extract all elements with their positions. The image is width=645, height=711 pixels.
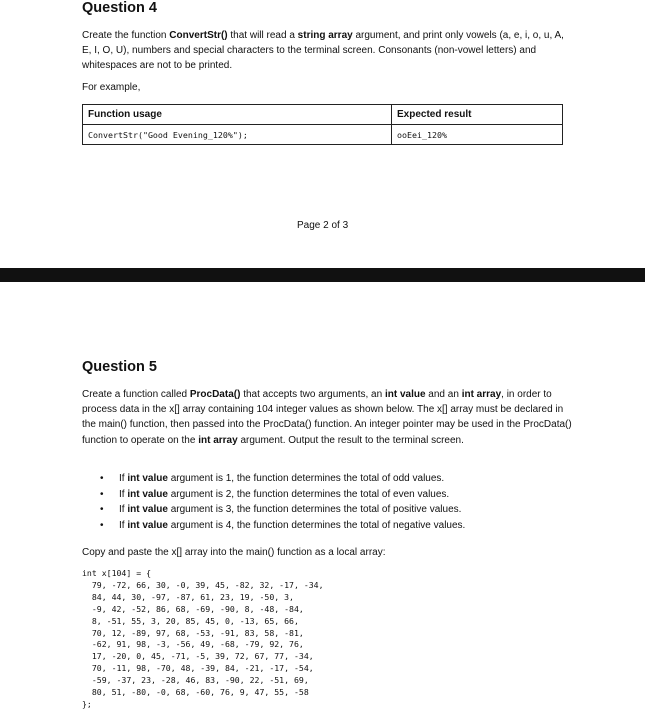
text-run: argument, and print only vowels (a, e, i, o, u, A, E, I, O, U), numbers and special characters to the terminal screen. Consonants (non-vowel letters) and whitespaces are not to be printed.	[82, 30, 564, 72]
text-run: If	[119, 519, 128, 531]
text-run: If	[119, 473, 128, 484]
text-run: , in order to process data in the x[] array containing 104 integer values as shown below. The x[] array must be declared in the main() function, then passed into the ProcData() function. An integer pointer may be used in the ProcData() function to operate on the	[82, 389, 572, 446]
text-run: If	[119, 488, 128, 500]
bullet-icon: •	[100, 504, 104, 516]
text-run: that will read a	[227, 30, 298, 41]
text-run: argument is 3, the function determines the total of positive values.	[167, 504, 462, 516]
code-line: -9, 42, -52, 86, 68, -69, -90, 8, -48, -84,	[82, 603, 304, 614]
keyword-int-value: int value	[384, 389, 426, 400]
code-line: -59, -37, 23, -28, 46, 83, -90, 22, -51, 69,	[82, 675, 309, 686]
code-line: 17, -20, 0, 45, -71, -5, 39, 72, 67, 77, -34,	[82, 651, 314, 662]
example-label: For example,	[82, 82, 141, 93]
document-page-2	[0, 0, 645, 268]
page-number: Page 2 of 3	[297, 220, 349, 231]
table-header-row	[83, 105, 563, 125]
question-5-description	[82, 387, 572, 448]
text-run: and an	[425, 389, 462, 400]
keyword-string-array: string array	[297, 30, 353, 41]
code-line: 8, -51, 55, 3, 20, 85, 45, 0, -13, 65, 66,	[82, 615, 299, 626]
question-4-title: Question 4	[82, 0, 157, 16]
example-table	[82, 104, 563, 145]
text-run: argument is 2, the function determines the total of even values.	[167, 488, 450, 500]
header-function-usage: Function usage	[83, 105, 392, 125]
bullet-list	[100, 471, 465, 533]
text-run: argument is 4, the function determines the total of negative values.	[167, 519, 466, 531]
header-expected-result: Expected result	[392, 105, 563, 125]
keyword-int-value: int value	[127, 519, 168, 531]
text-run: argument is 1, the function determines the total of odd values.	[167, 473, 445, 484]
keyword-int-array: int array	[461, 389, 502, 400]
table-row	[83, 125, 563, 145]
code-line: -62, 91, 98, -3, -56, 49, -68, -79, 92, 76,	[82, 639, 304, 650]
function-name-convertstr: ConvertStr()	[169, 30, 228, 41]
code-line: 79, -72, 66, 30, -0, 39, 45, -82, 32, -17, -34,	[82, 579, 324, 590]
page-separator	[0, 268, 645, 282]
cell-function-usage: ConvertStr("Good Evening_120%");	[83, 125, 392, 145]
code-block	[82, 568, 324, 711]
text-run: Create the function	[82, 30, 170, 41]
keyword-int-value: int value	[127, 488, 168, 500]
code-line: 70, 12, -89, 97, 68, -53, -91, 83, 58, -81,	[82, 627, 304, 638]
code-line: };	[82, 698, 92, 709]
question-4-description	[82, 28, 572, 74]
list-item	[100, 487, 465, 503]
keyword-int-array: int array	[198, 434, 238, 446]
text-run: If	[119, 504, 128, 516]
code-line: 70, -11, 98, -70, 48, -39, 84, -21, -17, -54,	[82, 663, 314, 674]
code-line: int x[104] = {	[82, 568, 152, 578]
bullet-icon: •	[100, 488, 104, 500]
bullet-icon: •	[100, 473, 104, 484]
list-item	[100, 502, 465, 518]
cell-expected-result: ooEei_120%	[392, 125, 563, 145]
keyword-int-value: int value	[127, 473, 168, 484]
code-line: 80, 51, -80, -0, 68, -60, 76, 9, 47, 55, -58	[82, 687, 309, 698]
text-run: that accepts two arguments, an	[240, 389, 385, 400]
text-run: argument. Output the result to the terminal screen.	[237, 434, 464, 446]
function-name-procdata: ProcData()	[189, 389, 241, 400]
document-page-3	[0, 282, 645, 709]
code-line: 84, 44, 30, -97, -87, 61, 23, 19, -50, 3,	[82, 591, 294, 602]
list-item	[100, 471, 465, 487]
text-run: Create a function called	[82, 389, 190, 400]
keyword-int-value: int value	[127, 504, 168, 516]
copy-instruction: Copy and paste the x[] array into the main() function as a local array:	[82, 547, 386, 558]
list-item	[100, 518, 465, 534]
question-5-title: Question 5	[82, 359, 157, 375]
bullet-icon: •	[100, 519, 104, 531]
